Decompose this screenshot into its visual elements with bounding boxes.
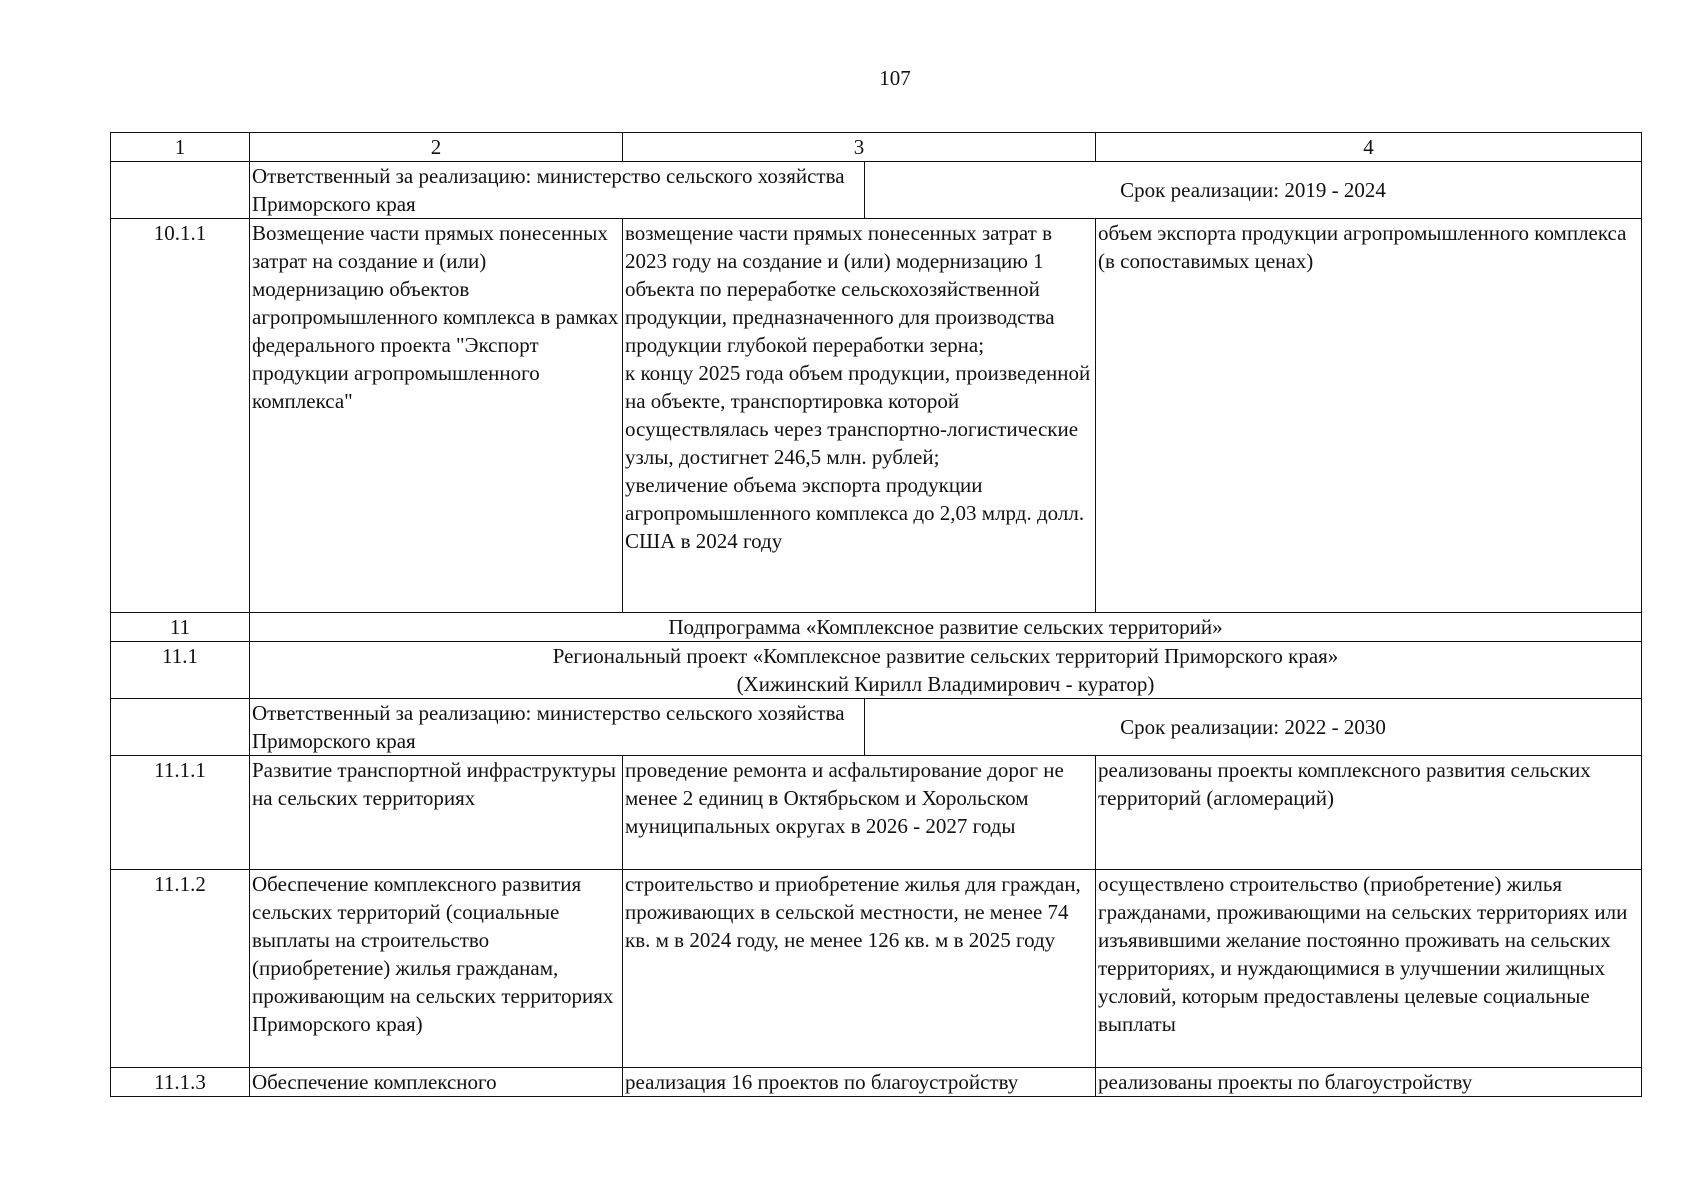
table-row [111, 219, 1642, 613]
col-number-1: 1 [111, 133, 250, 162]
row-number: 11.1.2 [111, 870, 250, 1068]
measure-result: проведение ремонта и асфальтирование дорог не менее 2 единиц в Октябрьском и Хорольском муниципальных округах в 2026 - 2027 годы [623, 756, 1096, 870]
measure-result: строительство и приобретение жилья для граждан, проживающих в сельской местности, не менее 74 кв. м в 2024 году, не менее 126 кв. м в 2025 году [623, 870, 1096, 1068]
measure-indicator: объем экспорта продукции агропромышленного комплекса (в сопоставимых ценах) [1096, 219, 1642, 613]
project-row [111, 642, 1642, 699]
project-title: Региональный проект «Комплексное развитие сельских территорий Приморского края» [552, 644, 1339, 668]
empty-cell [111, 699, 250, 756]
term-text: Срок реализации: 2022 - 2030 [1120, 715, 1386, 739]
column-number-row [111, 133, 1642, 162]
responsible-cell [250, 699, 1642, 756]
row-number: 11.1.1 [111, 756, 250, 870]
col-number-3: 3 [623, 133, 1096, 162]
page-number: 107 [879, 66, 911, 90]
measure-name: Развитие транспортной инфраструктуры на сельских территориях [250, 756, 623, 870]
table-row [111, 756, 1642, 870]
project-cell [250, 642, 1642, 699]
col-number-4: 4 [1096, 133, 1642, 162]
measure-name: Возмещение части прямых понесенных затрат на создание и (или) модернизацию объектов агропромышленного комплекса в рамках федерального проекта "Экспорт продукции агропромышленного комплекса" [250, 219, 623, 613]
measure-result: реализация 16 проектов по благоустройству [623, 1068, 1096, 1097]
responsible-cell [250, 162, 1642, 219]
measure-indicator: реализованы проекты комплексного развития сельских территорий (агломераций) [1096, 756, 1642, 870]
measures-table [110, 132, 1642, 1097]
table-row [111, 870, 1642, 1068]
project-number: 11.1 [111, 642, 250, 699]
col-number-2: 2 [250, 133, 623, 162]
table-row [111, 1068, 1642, 1097]
responsible-text: Ответственный за реализацию: министерство сельского хозяйства Приморского края [250, 162, 865, 218]
subprogram-title: Подпрограмма «Комплексное развитие сельских территорий» [250, 613, 1642, 642]
responsible-row-1 [111, 162, 1642, 219]
row-number: 10.1.1 [111, 219, 250, 613]
row-number: 11.1.3 [111, 1068, 250, 1097]
measure-result: возмещение части прямых понесенных затрат в 2023 году на создание и (или) модернизацию 1 объекта по переработке сельскохозяйственной продукции, предназначенного для производства продукции глубокой переработки зерна; к концу 2025 года объем продукции, произведенной на объекте, транспортировка которой осуществлялась через транспортно-логистические узлы, достигнет 246,5 млн. рублей; увеличение объема экспорта продукции агропромышленного комплекса до 2,03 млрд. долл. США в 2024 году [623, 219, 1096, 613]
subprogram-number: 11 [111, 613, 250, 642]
subprogram-row [111, 613, 1642, 642]
measure-name: Обеспечение комплексного развития сельских территорий (социальные выплаты на строительство (приобретение) жилья гражданам, проживающим на сельских территориях Приморского края) [250, 870, 623, 1068]
measure-indicator: реализованы проекты по благоустройству [1096, 1068, 1642, 1097]
empty-cell [111, 162, 250, 219]
term-text: Срок реализации: 2019 - 2024 [1120, 178, 1386, 202]
measure-indicator: осуществлено строительство (приобретение) жилья гражданами, проживающими на сельских территориях или изъявившими желание постоянно проживать на сельских территориях, и нуждающимися в улучшении жилищных условий, которым предоставлены целевые социальные выплаты [1096, 870, 1642, 1068]
responsible-text: Ответственный за реализацию: министерство сельского хозяйства Приморского края [250, 699, 865, 755]
measure-name: Обеспечение комплексного [250, 1068, 623, 1097]
project-curator: (Хижинский Кирилл Владимирович - куратор) [736, 672, 1155, 696]
responsible-row-2 [111, 699, 1642, 756]
